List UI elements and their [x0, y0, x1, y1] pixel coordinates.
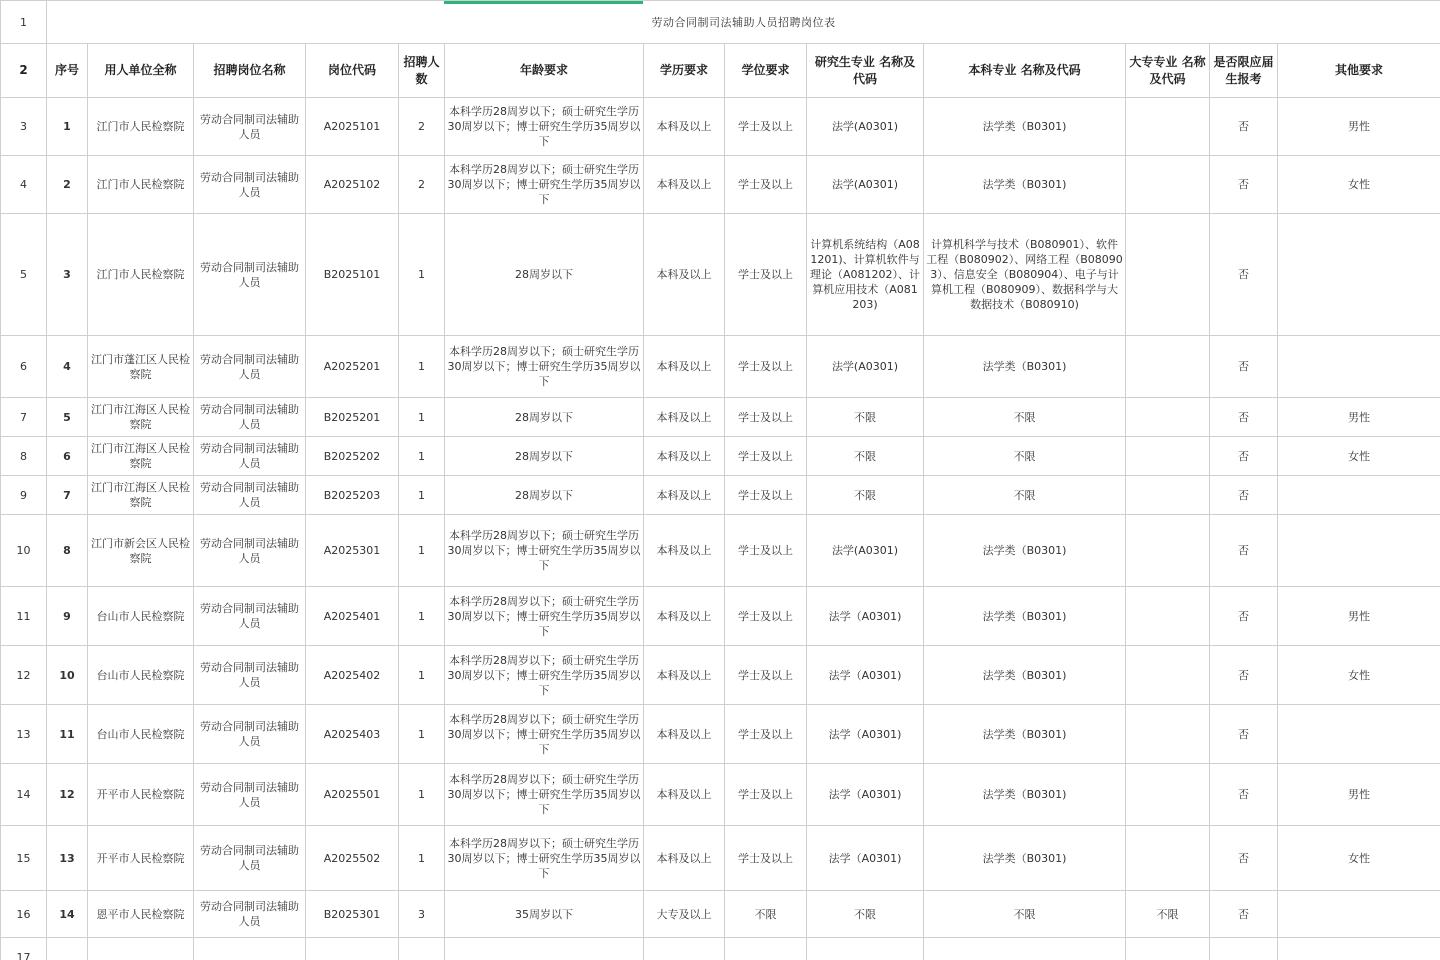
cell-code[interactable]: A2025301 — [306, 515, 399, 587]
cell-seq[interactable]: 1 — [47, 98, 88, 156]
table-row — [1, 764, 1440, 826]
cell-fresh-grad[interactable]: 否 — [1210, 515, 1278, 587]
header-ug-major[interactable]: 本科专业 名称及代码 — [924, 44, 1126, 98]
row-number[interactable]: 12 — [1, 646, 47, 705]
cell-age[interactable]: 28周岁以下 — [445, 214, 644, 336]
cell-degree[interactable]: 学士及以上 — [725, 646, 807, 705]
cell-college-major[interactable] — [1126, 98, 1210, 156]
cell-degree[interactable]: 学士及以上 — [725, 156, 807, 214]
cell-seq[interactable]: 10 — [47, 646, 88, 705]
cell-grad-major[interactable]: 不限 — [807, 437, 924, 476]
cell-seq[interactable]: 2 — [47, 156, 88, 214]
empty-cell[interactable] — [725, 938, 807, 960]
cell-age[interactable]: 本科学历28周岁以下；硕士研究生学历30周岁以下；博士研究生学历35周岁以下 — [445, 764, 644, 826]
cell-other[interactable]: 男性 — [1278, 587, 1440, 646]
cell-code[interactable]: A2025201 — [306, 336, 399, 398]
cell-college-major[interactable] — [1126, 156, 1210, 214]
cell-college-major[interactable] — [1126, 398, 1210, 437]
cell-position[interactable]: 劳动合同制司法辅助人员 — [194, 156, 306, 214]
cell-fresh-grad[interactable]: 否 — [1210, 398, 1278, 437]
empty-cell[interactable] — [399, 938, 445, 960]
cell-grad-major[interactable]: 不限 — [807, 476, 924, 515]
cell-unit[interactable]: 江门市人民检察院 — [88, 214, 194, 336]
row-number[interactable]: 9 — [1, 476, 47, 515]
cell-count[interactable]: 1 — [399, 476, 445, 515]
header-seq[interactable]: 序号 — [47, 44, 88, 98]
cell-fresh-grad[interactable]: 否 — [1210, 437, 1278, 476]
cell-degree[interactable]: 学士及以上 — [725, 764, 807, 826]
empty-cell[interactable] — [807, 938, 924, 960]
table-row — [1, 398, 1440, 437]
table-row — [1, 938, 1440, 960]
cell-fresh-grad[interactable]: 否 — [1210, 336, 1278, 398]
cell-ug-major[interactable]: 法学类（B0301) — [924, 826, 1126, 891]
cell-college-major[interactable] — [1126, 437, 1210, 476]
row-number[interactable]: 5 — [1, 214, 47, 336]
cell-code[interactable]: B2025202 — [306, 437, 399, 476]
cell-position[interactable]: 劳动合同制司法辅助人员 — [194, 891, 306, 938]
row-number[interactable]: 11 — [1, 587, 47, 646]
empty-cell[interactable] — [1210, 938, 1278, 960]
cell-ug-major[interactable]: 计算机科学与技术（B080901）、软件工程（B080902）、网络工程（B080903）、信息安全（B080904）、电子与计算机工程（B080909）、数据科学与大数据技术（B080910) — [924, 214, 1126, 336]
row-number[interactable]: 4 — [1, 156, 47, 214]
cell-ug-major[interactable]: 法学类（B0301) — [924, 705, 1126, 764]
header-fresh-grad[interactable]: 是否限应届生报考 — [1210, 44, 1278, 98]
cell-code[interactable]: B2025101 — [306, 214, 399, 336]
cell-position[interactable]: 劳动合同制司法辅助人员 — [194, 705, 306, 764]
cell-grad-major[interactable]: 法学(A0301) — [807, 515, 924, 587]
cell-count[interactable]: 2 — [399, 98, 445, 156]
cell-code[interactable]: B2025203 — [306, 476, 399, 515]
empty-cell[interactable] — [306, 938, 399, 960]
cell-unit[interactable]: 江门市江海区人民检察院 — [88, 398, 194, 437]
cell-edu[interactable]: 本科及以上 — [644, 587, 725, 646]
empty-cell[interactable] — [445, 938, 644, 960]
cell-unit[interactable]: 江门市江海区人民检察院 — [88, 476, 194, 515]
header-grad-major[interactable]: 研究生专业 名称及代码 — [807, 44, 924, 98]
cell-fresh-grad[interactable]: 否 — [1210, 705, 1278, 764]
cell-other[interactable]: 女性 — [1278, 437, 1440, 476]
cell-edu[interactable]: 本科及以上 — [644, 98, 725, 156]
cell-position[interactable]: 劳动合同制司法辅助人员 — [194, 764, 306, 826]
cell-unit[interactable]: 台山市人民检察院 — [88, 587, 194, 646]
cell-other[interactable]: 女性 — [1278, 826, 1440, 891]
table-row — [1, 156, 1440, 214]
cell-other[interactable] — [1278, 705, 1440, 764]
table-row — [1, 336, 1440, 398]
table-row — [1, 437, 1440, 476]
cell-college-major[interactable] — [1126, 214, 1210, 336]
cell-position[interactable]: 劳动合同制司法辅助人员 — [194, 587, 306, 646]
cell-position[interactable]: 劳动合同制司法辅助人员 — [194, 214, 306, 336]
cell-seq[interactable]: 7 — [47, 476, 88, 515]
cell-count[interactable]: 1 — [399, 764, 445, 826]
cell-ug-major[interactable]: 法学类（B0301) — [924, 156, 1126, 214]
cell-age[interactable]: 28周岁以下 — [445, 476, 644, 515]
cell-college-major[interactable] — [1126, 476, 1210, 515]
cell-edu[interactable]: 本科及以上 — [644, 437, 725, 476]
cell-position[interactable]: 劳动合同制司法辅助人员 — [194, 398, 306, 437]
cell-age[interactable]: 本科学历28周岁以下；硕士研究生学历30周岁以下；博士研究生学历35周岁以下 — [445, 156, 644, 214]
table-row — [1, 705, 1440, 764]
cell-code[interactable]: A2025401 — [306, 587, 399, 646]
cell-ug-major[interactable]: 不限 — [924, 891, 1126, 938]
row-number[interactable]: 3 — [1, 98, 47, 156]
cell-college-major[interactable] — [1126, 705, 1210, 764]
cell-position[interactable]: 劳动合同制司法辅助人员 — [194, 826, 306, 891]
cell-age[interactable]: 本科学历28周岁以下；硕士研究生学历30周岁以下；博士研究生学历35周岁以下 — [445, 705, 644, 764]
cell-other[interactable]: 男性 — [1278, 398, 1440, 437]
cell-grad-major[interactable]: 法学(A0301) — [807, 98, 924, 156]
header-code[interactable]: 岗位代码 — [306, 44, 399, 98]
cell-unit[interactable]: 开平市人民检察院 — [88, 826, 194, 891]
cell-grad-major[interactable]: 法学（A0301) — [807, 764, 924, 826]
cell-ug-major[interactable]: 法学类（B0301) — [924, 336, 1126, 398]
header-count[interactable]: 招聘人数 — [399, 44, 445, 98]
cell-fresh-grad[interactable]: 否 — [1210, 476, 1278, 515]
cell-code[interactable]: A2025402 — [306, 646, 399, 705]
table-row — [1, 826, 1440, 891]
empty-cell[interactable] — [924, 938, 1126, 960]
cell-other[interactable] — [1278, 476, 1440, 515]
cell-ug-major[interactable]: 法学类（B0301) — [924, 515, 1126, 587]
row-number[interactable]: 13 — [1, 705, 47, 764]
cell-edu[interactable]: 本科及以上 — [644, 336, 725, 398]
cell-seq[interactable]: 12 — [47, 764, 88, 826]
cell-edu[interactable]: 本科及以上 — [644, 476, 725, 515]
header-position[interactable]: 招聘岗位名称 — [194, 44, 306, 98]
cell-code[interactable]: B2025301 — [306, 891, 399, 938]
cell-ug-major[interactable]: 法学类（B0301) — [924, 98, 1126, 156]
cell-age[interactable]: 本科学历28周岁以下；硕士研究生学历30周岁以下；博士研究生学历35周岁以下 — [445, 98, 644, 156]
cell-unit[interactable]: 江门市蓬江区人民检察院 — [88, 336, 194, 398]
cell-grad-major[interactable]: 不限 — [807, 398, 924, 437]
cell-ug-major[interactable]: 法学类（B0301) — [924, 764, 1126, 826]
cell-count[interactable]: 1 — [399, 515, 445, 587]
cell-edu[interactable]: 大专及以上 — [644, 891, 725, 938]
cell-code[interactable]: B2025201 — [306, 398, 399, 437]
cell-degree[interactable]: 学士及以上 — [725, 587, 807, 646]
cell-other[interactable] — [1278, 214, 1440, 336]
table-row — [1, 891, 1440, 938]
cell-college-major[interactable]: 不限 — [1126, 891, 1210, 938]
cell-position[interactable]: 劳动合同制司法辅助人员 — [194, 98, 306, 156]
cell-unit[interactable]: 台山市人民检察院 — [88, 646, 194, 705]
cell-code[interactable]: A2025101 — [306, 98, 399, 156]
header-row — [1, 44, 1440, 98]
cell-degree[interactable]: 不限 — [725, 891, 807, 938]
title-row — [1, 1, 1440, 44]
row-number[interactable]: 7 — [1, 398, 47, 437]
cell-position[interactable]: 劳动合同制司法辅助人员 — [194, 476, 306, 515]
cell-degree[interactable]: 学士及以上 — [725, 398, 807, 437]
cell-age[interactable]: 28周岁以下 — [445, 398, 644, 437]
header-other[interactable]: 其他要求 — [1278, 44, 1440, 98]
row-number[interactable]: 8 — [1, 437, 47, 476]
header-degree[interactable]: 学位要求 — [725, 44, 807, 98]
cell-age[interactable]: 本科学历28周岁以下；硕士研究生学历30周岁以下；博士研究生学历35周岁以下 — [445, 587, 644, 646]
table-row — [1, 98, 1440, 156]
cell-count[interactable]: 1 — [399, 214, 445, 336]
cell-seq[interactable]: 5 — [47, 398, 88, 437]
cell-code[interactable]: A2025403 — [306, 705, 399, 764]
cell-ug-major[interactable]: 不限 — [924, 437, 1126, 476]
cell-edu[interactable]: 本科及以上 — [644, 826, 725, 891]
cell-college-major[interactable] — [1126, 826, 1210, 891]
cell-count[interactable]: 1 — [399, 437, 445, 476]
cell-edu[interactable]: 本科及以上 — [644, 214, 725, 336]
cell-fresh-grad[interactable]: 否 — [1210, 646, 1278, 705]
empty-cell[interactable] — [47, 938, 88, 960]
cell-unit[interactable]: 恩平市人民检察院 — [88, 891, 194, 938]
cell-other[interactable]: 男性 — [1278, 98, 1440, 156]
row-number[interactable]: 14 — [1, 764, 47, 826]
cell-degree[interactable]: 学士及以上 — [725, 336, 807, 398]
header-age[interactable]: 年龄要求 — [445, 44, 644, 98]
header-college-major[interactable]: 大专专业 名称及代码 — [1126, 44, 1210, 98]
cell-count[interactable]: 1 — [399, 587, 445, 646]
cell-seq[interactable]: 14 — [47, 891, 88, 938]
cell-ug-major[interactable]: 不限 — [924, 398, 1126, 437]
cell-count[interactable]: 2 — [399, 156, 445, 214]
cell-age[interactable]: 本科学历28周岁以下；硕士研究生学历30周岁以下；博士研究生学历35周岁以下 — [445, 515, 644, 587]
cell-grad-major[interactable]: 法学(A0301) — [807, 156, 924, 214]
empty-cell[interactable] — [1126, 938, 1210, 960]
cell-other[interactable]: 女性 — [1278, 646, 1440, 705]
empty-cell[interactable] — [1278, 938, 1440, 960]
cell-ug-major[interactable]: 法学类（B0301) — [924, 646, 1126, 705]
empty-cell[interactable] — [644, 938, 725, 960]
cell-position[interactable]: 劳动合同制司法辅助人员 — [194, 437, 306, 476]
cell-grad-major[interactable]: 法学（A0301) — [807, 705, 924, 764]
cell-unit[interactable]: 江门市新会区人民检察院 — [88, 515, 194, 587]
cell-fresh-grad[interactable]: 否 — [1210, 764, 1278, 826]
cell-degree[interactable]: 学士及以上 — [725, 515, 807, 587]
cell-age[interactable]: 本科学历28周岁以下；硕士研究生学历30周岁以下；博士研究生学历35周岁以下 — [445, 336, 644, 398]
cell-edu[interactable]: 本科及以上 — [644, 646, 725, 705]
cell-unit[interactable]: 开平市人民检察院 — [88, 764, 194, 826]
cell-count[interactable]: 1 — [399, 705, 445, 764]
cell-age[interactable]: 35周岁以下 — [445, 891, 644, 938]
cell-degree[interactable]: 学士及以上 — [725, 98, 807, 156]
table-row — [1, 587, 1440, 646]
row-number[interactable]: 1 — [1, 1, 47, 44]
empty-cell[interactable] — [88, 938, 194, 960]
cell-grad-major[interactable]: 不限 — [807, 891, 924, 938]
cell-other[interactable] — [1278, 891, 1440, 938]
table-row — [1, 646, 1440, 705]
cell-code[interactable]: A2025102 — [306, 156, 399, 214]
cell-ug-major[interactable]: 不限 — [924, 476, 1126, 515]
cell-edu[interactable]: 本科及以上 — [644, 398, 725, 437]
cell-code[interactable]: A2025501 — [306, 764, 399, 826]
cell-seq[interactable]: 9 — [47, 587, 88, 646]
cell-unit[interactable]: 台山市人民检察院 — [88, 705, 194, 764]
cell-edu[interactable]: 本科及以上 — [644, 764, 725, 826]
cell-degree[interactable]: 学士及以上 — [725, 705, 807, 764]
cell-other[interactable]: 男性 — [1278, 764, 1440, 826]
cell-seq[interactable]: 3 — [47, 214, 88, 336]
cell-position[interactable]: 劳动合同制司法辅助人员 — [194, 515, 306, 587]
cell-degree[interactable]: 学士及以上 — [725, 826, 807, 891]
table-row — [1, 214, 1440, 336]
row-number[interactable]: 17 — [1, 938, 47, 960]
cell-college-major[interactable] — [1126, 587, 1210, 646]
cell-edu[interactable]: 本科及以上 — [644, 515, 725, 587]
cell-college-major[interactable] — [1126, 515, 1210, 587]
cell-grad-major[interactable]: 法学（A0301) — [807, 587, 924, 646]
cell-college-major[interactable] — [1126, 336, 1210, 398]
cell-grad-major[interactable]: 法学（A0301) — [807, 646, 924, 705]
cell-fresh-grad[interactable]: 否 — [1210, 826, 1278, 891]
row-number[interactable]: 10 — [1, 515, 47, 587]
cell-unit[interactable]: 江门市人民检察院 — [88, 98, 194, 156]
cell-grad-major[interactable]: 法学(A0301) — [807, 336, 924, 398]
cell-edu[interactable]: 本科及以上 — [644, 705, 725, 764]
cell-count[interactable]: 1 — [399, 646, 445, 705]
cell-edu[interactable]: 本科及以上 — [644, 156, 725, 214]
row-number[interactable]: 6 — [1, 336, 47, 398]
cell-seq[interactable]: 13 — [47, 826, 88, 891]
cell-degree[interactable]: 学士及以上 — [725, 476, 807, 515]
table-row — [1, 515, 1440, 587]
cell-college-major[interactable] — [1126, 764, 1210, 826]
cell-count[interactable]: 1 — [399, 826, 445, 891]
cell-count[interactable]: 1 — [399, 336, 445, 398]
cell-seq[interactable]: 11 — [47, 705, 88, 764]
cell-other[interactable]: 女性 — [1278, 156, 1440, 214]
cell-degree[interactable]: 学士及以上 — [725, 214, 807, 336]
cell-unit[interactable]: 江门市人民检察院 — [88, 156, 194, 214]
cell-position[interactable]: 劳动合同制司法辅助人员 — [194, 336, 306, 398]
cell-unit[interactable]: 江门市江海区人民检察院 — [88, 437, 194, 476]
cell-fresh-grad[interactable]: 否 — [1210, 214, 1278, 336]
cell-seq[interactable]: 6 — [47, 437, 88, 476]
row-number[interactable]: 2 — [1, 44, 47, 98]
cell-other[interactable] — [1278, 515, 1440, 587]
cell-count[interactable]: 1 — [399, 398, 445, 437]
cell-ug-major[interactable]: 法学类（B0301) — [924, 587, 1126, 646]
cell-fresh-grad[interactable]: 否 — [1210, 156, 1278, 214]
cell-seq[interactable]: 4 — [47, 336, 88, 398]
cell-age[interactable]: 本科学历28周岁以下；硕士研究生学历30周岁以下；博士研究生学历35周岁以下 — [445, 646, 644, 705]
header-edu[interactable]: 学历要求 — [644, 44, 725, 98]
header-unit[interactable]: 用人单位全称 — [88, 44, 194, 98]
row-number[interactable]: 15 — [1, 826, 47, 891]
cell-college-major[interactable] — [1126, 646, 1210, 705]
cell-fresh-grad[interactable]: 否 — [1210, 891, 1278, 938]
cell-age[interactable]: 28周岁以下 — [445, 437, 644, 476]
cell-degree[interactable]: 学士及以上 — [725, 437, 807, 476]
table-row — [1, 476, 1440, 515]
cell-fresh-grad[interactable]: 否 — [1210, 587, 1278, 646]
cell-code[interactable]: A2025502 — [306, 826, 399, 891]
cell-grad-major[interactable]: 法学（A0301) — [807, 826, 924, 891]
cell-fresh-grad[interactable]: 否 — [1210, 98, 1278, 156]
cell-seq[interactable]: 8 — [47, 515, 88, 587]
cell-age[interactable]: 本科学历28周岁以下；硕士研究生学历30周岁以下；博士研究生学历35周岁以下 — [445, 826, 644, 891]
cell-grad-major[interactable]: 计算机系统结构（A081201)、计算机软件与理论（A081202）、计算机应用技术（A081203) — [807, 214, 924, 336]
table-title[interactable]: 劳动合同制司法辅助人员招聘岗位表 — [47, 1, 1440, 44]
cell-position[interactable]: 劳动合同制司法辅助人员 — [194, 646, 306, 705]
row-number[interactable]: 16 — [1, 891, 47, 938]
cell-other[interactable] — [1278, 336, 1440, 398]
cell-count[interactable]: 3 — [399, 891, 445, 938]
empty-cell[interactable] — [194, 938, 306, 960]
